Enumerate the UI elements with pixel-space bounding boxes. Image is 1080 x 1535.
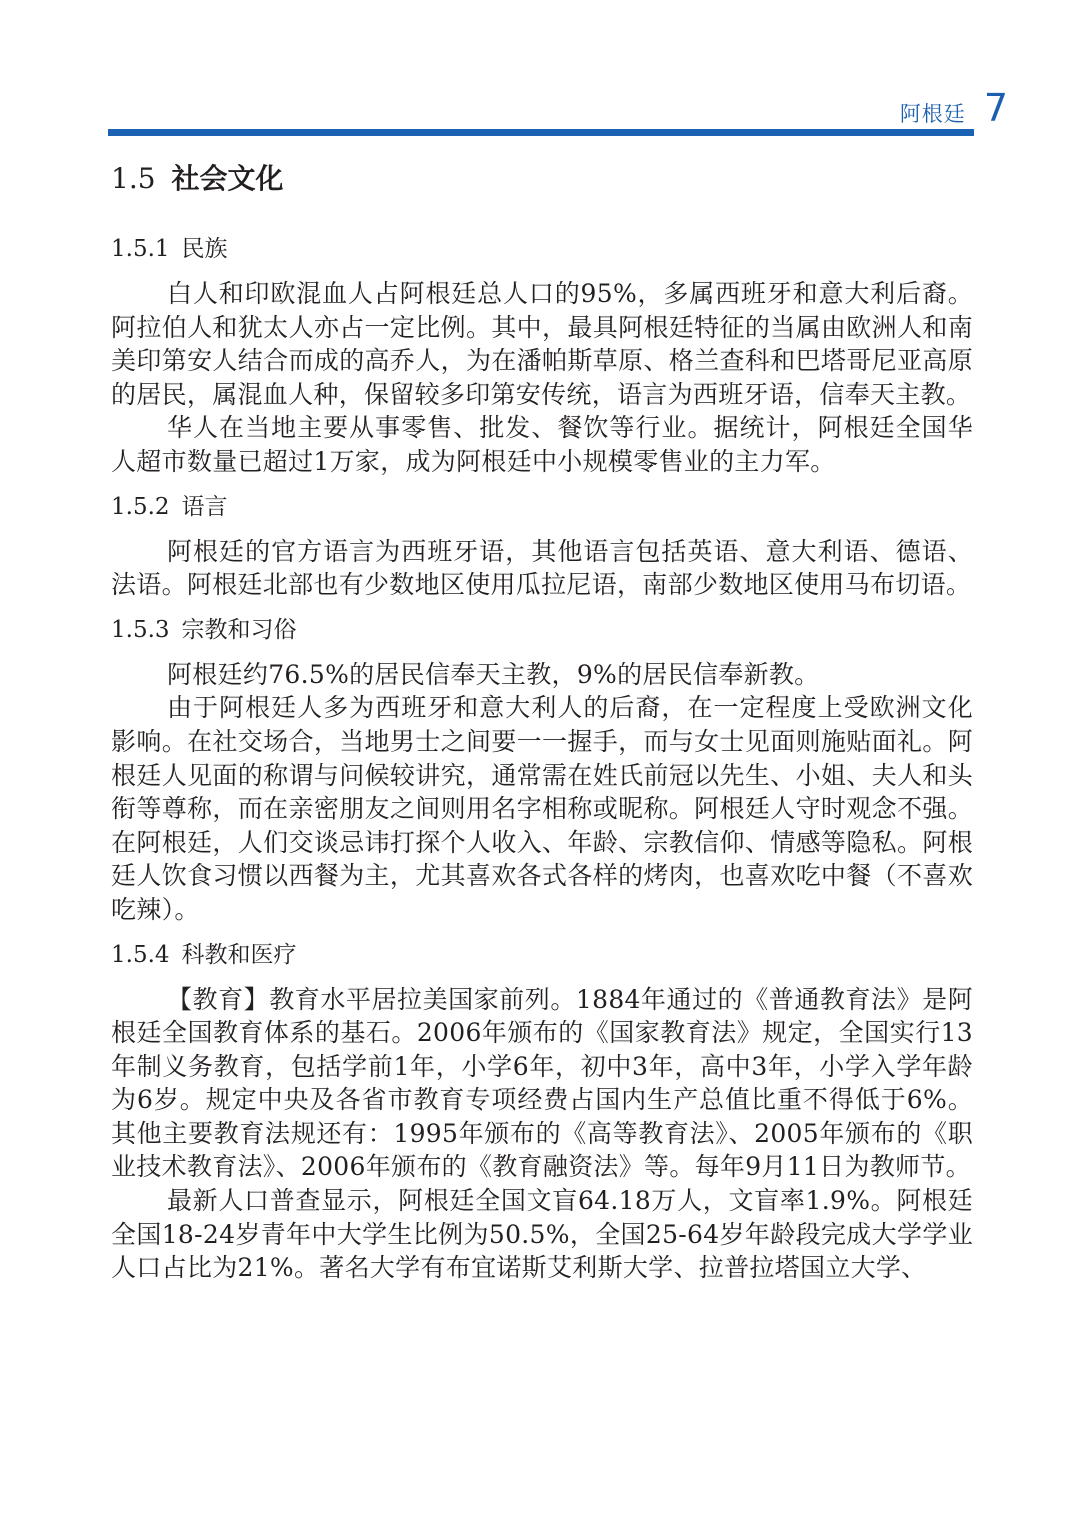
section-number: 1.5 — [111, 162, 156, 195]
section-title: 社会文化 — [171, 162, 284, 195]
subsection-title: 科教和医疗 — [181, 941, 297, 968]
subsection-ethnicity — [111, 229, 973, 479]
paragraph: 阿根廷的官方语言为西班牙语，其他语言包括英语、意大利语、德语、法语。阿根廷北部也有少数地区使用瓜拉尼语，南部少数地区使用马布切语。 — [111, 536, 973, 600]
subsection-religion-customs — [111, 610, 973, 927]
subsection-number: 1.5.3 — [111, 616, 170, 643]
page-body — [111, 155, 973, 1293]
paragraph: 由于阿根廷人多为西班牙和意大利人的后裔，在一定程度上受欧洲文化影响。在社交场合，当地男士之间要一一握手，而与女士见面则施贴面礼。阿根廷人见面的称谓与问候较讲究，通常需在姓氏前冠以先生、小姐、夫人和头衔等尊称，而在亲密朋友之间则用名字相称或昵称。阿根廷人守时观念不强。在阿根廷，人们交谈忌讳打探个人收入、年龄、宗教信仰、情感等隐私。阿根廷人饮食习惯以西餐为主，尤其喜欢各式各样的烤肉，也喜欢吃中餐（不喜欢吃辣）。 — [111, 693, 973, 924]
subsection-number: 1.5.2 — [111, 493, 170, 520]
paragraph: 最新人口普查显示，阿根廷全国文盲64.18万人，文盲率1.9%。阿根廷全国18-24岁青年中大学生比例为50.5%，全国25-64岁年龄段完成大学学业人口占比为21%。著名大学有布宜诺斯艾利斯大学、拉普拉塔国立大学、 — [111, 1186, 973, 1283]
paragraph: 【教育】教育水平居拉美国家前列。1884年通过的《普通教育法》是阿根廷全国教育体系的基石。2006年颁布的《国家教育法》规定，全国实行13年制义务教育，包括学前1年，小学6年，初中3年，高中3年，小学入学年龄为6岁。规定中央及各省市教育专项经费占国内生产总值比重不得低于6%。其他主要教育法规还有：1995年颁布的《高等教育法》、2005年颁布的《职业技术教育法》、2006年颁布的《教育融资法》等。每年9月11日为教师节。 — [111, 984, 973, 1182]
subsection-number: 1.5.4 — [111, 941, 170, 968]
subsection-language — [111, 487, 973, 602]
subsection-heading — [111, 610, 973, 650]
running-head — [900, 86, 1008, 130]
running-title: 阿根廷 — [899, 102, 966, 126]
paragraph: 白人和印欧混血人占阿根廷总人口的95%，多属西班牙和意大利后裔。阿拉伯人和犹太人亦占一定比例。其中，最具阿根廷特征的当属由欧洲人和南美印第安人结合而成的高乔人，为在潘帕斯草原、格兰查科和巴塔哥尼亚高原的居民，属混血人种，保留较多印第安传统，语言为西班牙语，信奉天主教。 — [111, 279, 973, 409]
subsection-number: 1.5.1 — [111, 236, 170, 262]
paragraph: 阿根廷约76.5%的居民信奉天主教，9%的居民信奉新教。 — [167, 659, 820, 689]
page-number: 7 — [983, 86, 1008, 130]
subsection-heading — [111, 935, 973, 975]
header-rule — [108, 129, 974, 136]
subsection-title: 宗教和习俗 — [181, 616, 297, 643]
subsection-title: 语言 — [181, 493, 228, 520]
section-heading — [111, 155, 973, 203]
subsection-heading — [111, 487, 973, 527]
subsection-heading — [111, 229, 973, 269]
subsection-title: 民族 — [181, 236, 228, 262]
subsection-education-health — [111, 935, 973, 1285]
paragraph: 华人在当地主要从事零售、批发、餐饮等行业。据统计，阿根廷全国华人超市数量已超过1万家，成为阿根廷中小规模零售业的主力军。 — [111, 413, 973, 476]
